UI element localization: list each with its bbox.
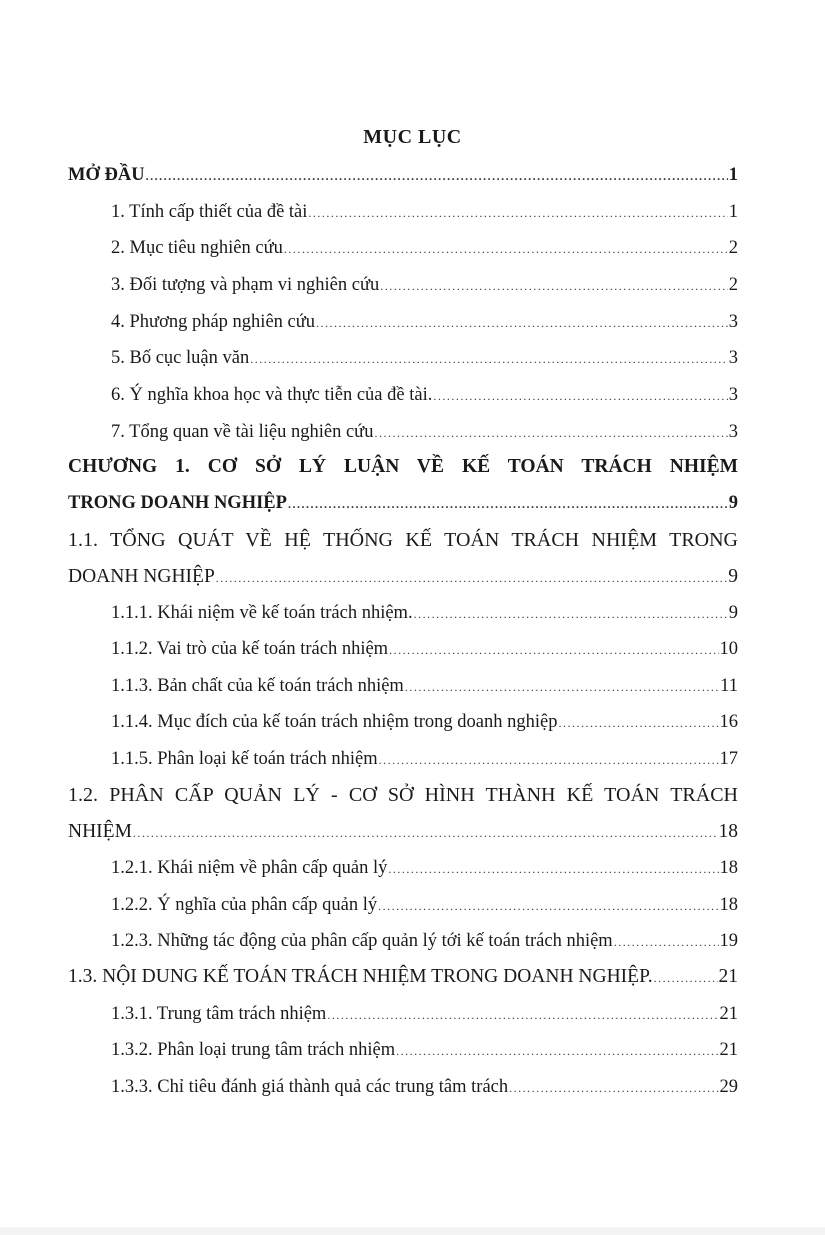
- dot-leader: [216, 563, 727, 593]
- toc-entry-page: 1: [728, 165, 738, 185]
- toc-entry-label: 1.3. NỘI DUNG KẾ TOÁN TRÁCH NHIỆM TRONG DOANH NGHIỆP.: [68, 966, 653, 987]
- toc-entry[interactable]: [68, 962, 738, 992]
- toc-entry[interactable]: [111, 380, 738, 410]
- toc-entry-label: 1.2.3. Những tác động của phân cấp quản lý tới kế toán trách nhiệm: [111, 931, 613, 951]
- toc-title: MỤC LỤC: [363, 126, 462, 148]
- toc-entry[interactable]: [111, 890, 738, 920]
- dot-leader: [558, 708, 718, 738]
- toc-entry-label: 1.1.4. Mục đích của kế toán trách nhiệm trong doanh nghiệp: [111, 712, 558, 732]
- toc-entry-page: 3: [728, 312, 738, 332]
- toc-entry-label: 1.1.3. Bản chất của kế toán trách nhiệm: [111, 676, 404, 696]
- toc-entry[interactable]: [68, 488, 738, 518]
- dot-leader: [327, 1000, 718, 1030]
- dot-leader: [374, 418, 727, 448]
- toc-entry-label: TRONG DOANH NGHIỆP: [68, 493, 287, 513]
- dot-leader: [133, 818, 718, 848]
- toc-entry-label: 7. Tổng quan về tài liệu nghiên cứu: [111, 422, 374, 442]
- toc-entry[interactable]: [111, 926, 738, 956]
- dot-leader: [396, 1036, 718, 1066]
- toc-entry-page: 19: [719, 931, 738, 951]
- toc-entry-page: 21: [719, 1004, 738, 1024]
- dot-leader: [146, 161, 728, 191]
- toc-entry-label: MỞ ĐẦU: [68, 165, 145, 185]
- toc-entry[interactable]: [111, 853, 738, 883]
- toc-entry-label: 3. Đối tượng và phạm vi nghiên cứu: [111, 275, 380, 295]
- toc-entry-label: 1.2.1. Khái niệm về phân cấp quản lý: [111, 858, 388, 878]
- dot-leader: [614, 927, 719, 957]
- toc-entry[interactable]: [111, 598, 738, 628]
- dot-leader: [405, 672, 719, 702]
- toc-entry-page: 18: [719, 858, 738, 878]
- toc-entry-label: 1.3.3. Chỉ tiêu đánh giá thành quả các trung tâm trách: [111, 1077, 509, 1097]
- toc-entry-label: 1.1.1. Khái niệm về kế toán trách nhiệm.: [111, 603, 413, 623]
- dot-leader: [379, 745, 719, 775]
- toc-entry-page: 29: [719, 1077, 738, 1097]
- toc-entry-page: 2: [728, 275, 738, 295]
- dot-leader: [284, 234, 728, 264]
- toc-entry[interactable]: [111, 1072, 738, 1102]
- toc-entry-page: 9: [728, 493, 738, 513]
- page-bottom-edge: [0, 1227, 825, 1235]
- toc-entry-label: 1.1.5. Phân loại kế toán trách nhiệm: [111, 749, 378, 769]
- toc-section-heading-line1[interactable]: 1.1. TỔNG QUÁT VỀ HỆ THỐNG KẾ TOÁN TRÁCH NHIỆM TRONG: [68, 529, 738, 551]
- toc-entry-page: 17: [719, 749, 738, 769]
- toc-entry[interactable]: [68, 562, 738, 592]
- toc-entry-label: 2. Mục tiêu nghiên cứu: [111, 238, 283, 258]
- toc-entry-page: 2: [728, 238, 738, 258]
- dot-leader: [433, 381, 727, 411]
- dot-leader: [414, 599, 728, 629]
- toc-chapter-heading-line1[interactable]: CHƯƠNG 1. CƠ SỞ LÝ LUẬN VỀ KẾ TOÁN TRÁCH NHIỆM: [68, 456, 738, 477]
- dot-leader: [388, 854, 718, 884]
- toc-entry-page: 3: [728, 422, 738, 442]
- toc-entry[interactable]: [111, 1035, 738, 1065]
- toc-entry-page: 10: [719, 639, 738, 659]
- toc-entry-label: 1.3.2. Phân loại trung tâm trách nhiệm: [111, 1040, 396, 1060]
- toc-entry[interactable]: [111, 197, 738, 227]
- dot-leader: [380, 271, 728, 301]
- dot-leader: [389, 635, 718, 665]
- toc-entry[interactable]: [111, 744, 738, 774]
- toc-entry[interactable]: [111, 999, 738, 1029]
- toc-entry[interactable]: [111, 707, 738, 737]
- toc-entry[interactable]: [111, 634, 738, 664]
- toc-entry-label: 4. Phương pháp nghiên cứu: [111, 312, 316, 332]
- toc-entry-page: 1: [728, 202, 738, 222]
- toc-entry-label: 1. Tính cấp thiết của đề tài: [111, 202, 308, 222]
- toc-entry[interactable]: [68, 817, 738, 847]
- toc-entry-label: 1.1.2. Vai trò của kế toán trách nhiệm: [111, 639, 389, 659]
- toc-entry-page: 21: [719, 1040, 738, 1060]
- toc-entry-page: 9: [728, 566, 738, 587]
- toc-entry-label: 5. Bố cục luận văn: [111, 348, 250, 368]
- dot-leader: [250, 344, 728, 374]
- toc-entry-page: 18: [718, 821, 738, 842]
- dot-leader: [509, 1073, 718, 1103]
- toc-entry-label: 1.3.1. Trung tâm trách nhiệm: [111, 1004, 327, 1024]
- dot-leader: [316, 308, 728, 338]
- dot-leader: [378, 891, 718, 921]
- toc-entry[interactable]: [68, 160, 738, 190]
- toc-entry[interactable]: [111, 343, 738, 373]
- toc-entry-page: 21: [718, 966, 738, 987]
- toc-entry-label: 6. Ý nghĩa khoa học và thực tiễn của đề tài.: [111, 385, 433, 405]
- toc-entry-label: 1.2.2. Ý nghĩa của phân cấp quản lý: [111, 895, 378, 915]
- toc-entry-page: 3: [728, 385, 738, 405]
- toc-entry-page: 18: [719, 895, 738, 915]
- toc-entry-page: 9: [728, 603, 738, 623]
- dot-leader: [308, 198, 727, 228]
- toc-entry[interactable]: [111, 233, 738, 263]
- toc-entry[interactable]: [111, 417, 738, 447]
- toc-entry-page: 11: [720, 676, 738, 696]
- toc-section-heading-line1[interactable]: 1.2. PHÂN CẤP QUẢN LÝ - CƠ SỞ HÌNH THÀNH KẾ TOÁN TRÁCH: [68, 784, 738, 806]
- toc-entry[interactable]: [111, 307, 738, 337]
- toc-entry-label: NHIỆM: [68, 821, 132, 842]
- toc-entry-page: 3: [728, 348, 738, 368]
- dot-leader: [654, 963, 718, 993]
- dot-leader: [288, 489, 728, 519]
- toc-entry-label: DOANH NGHIỆP: [68, 566, 215, 587]
- toc-entry[interactable]: [111, 270, 738, 300]
- toc-entry[interactable]: [111, 671, 738, 701]
- toc-entry-page: 16: [719, 712, 738, 732]
